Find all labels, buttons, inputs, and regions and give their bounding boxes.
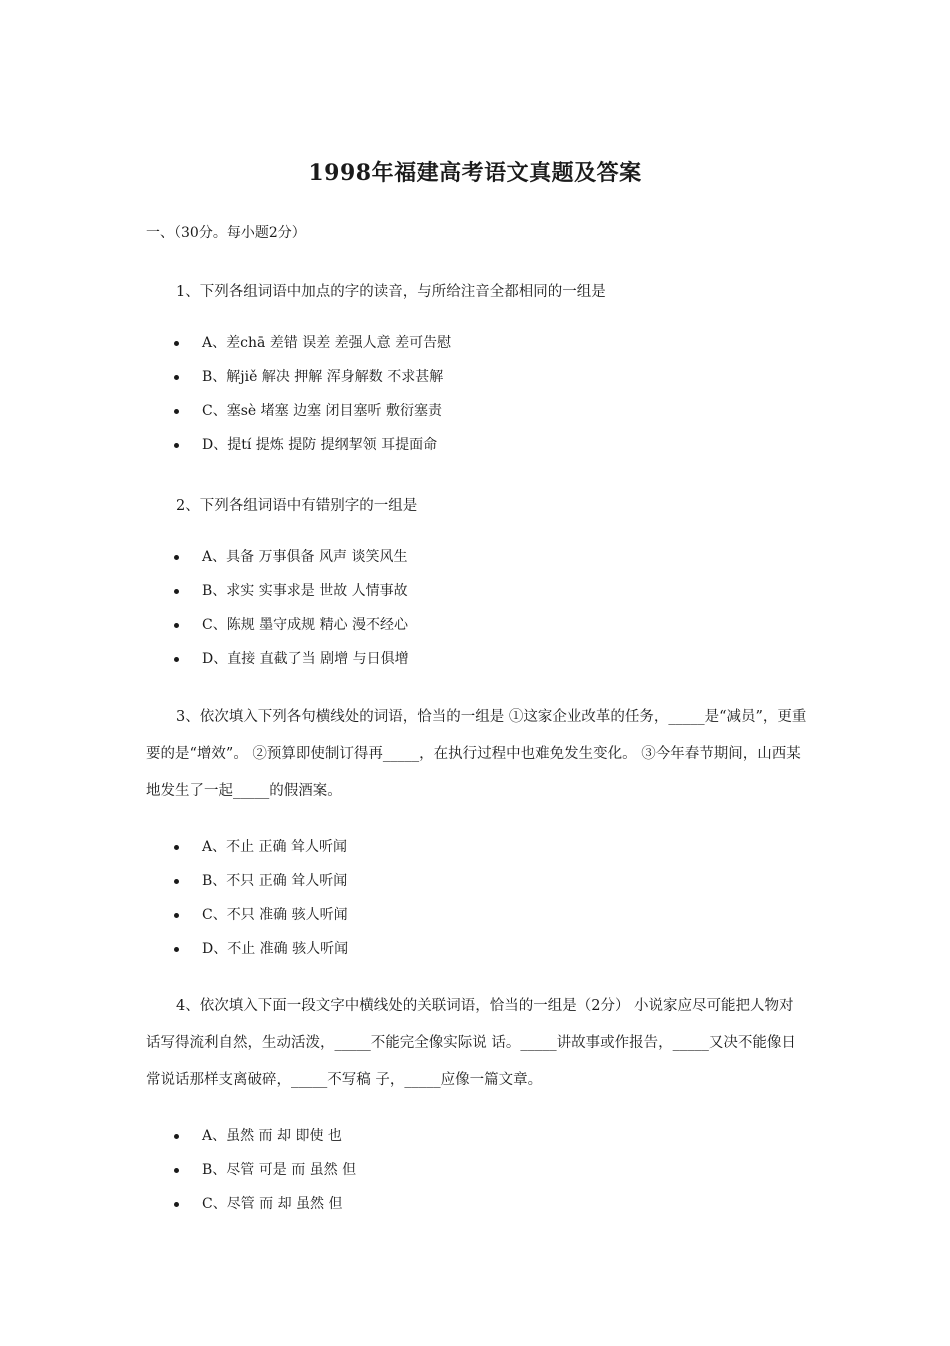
option-text: B、尽管 可是 而 虽然 但 (202, 1162, 357, 1178)
bullet-icon (174, 879, 179, 884)
option-item (172, 360, 451, 394)
option-text: C、陈规 墨守成规 精心 漫不经心 (202, 617, 409, 633)
question-1-stem: 1、下列各组词语中加点的字的读音，与所给注音全都相同的一组是 (176, 284, 606, 300)
bullet-icon (174, 375, 179, 380)
question-1-options (172, 326, 451, 462)
question-3-options (172, 830, 348, 966)
section-heading: 一、（30分。每小题2分） (146, 225, 306, 241)
bullet-icon (174, 845, 179, 850)
question-3-stem: 3、依次填入下列各句横线处的词语，恰当的一组是 ①这家企业改革的任务，_____是“减员”，更重要的是“增效”。 ②预算即使制订得再_____，在执行过程中也难免发生变化。 ③今年春节期间，山西某地发生了一起_____的假酒案。 (146, 709, 807, 799)
option-text: C、塞sè 堵塞 边塞 闭目塞听 敷衍塞责 (202, 403, 442, 419)
option-text: A、具备 万事俱备 风声 谈笑风生 (202, 549, 408, 565)
bullet-icon (174, 947, 179, 952)
option-item (172, 1153, 356, 1187)
option-item (172, 394, 451, 428)
option-text: D、不止 准确 骇人听闻 (202, 941, 349, 957)
option-text: D、提tí 提炼 提防 提纲挈领 耳提面命 (202, 437, 438, 453)
bullet-icon (174, 1202, 179, 1207)
option-text: B、不只 正确 耸人听闻 (202, 873, 348, 889)
bullet-icon (174, 341, 179, 346)
option-text: C、尽管 而 却 虽然 但 (202, 1196, 343, 1212)
option-item (172, 1119, 356, 1153)
question-4-options (172, 1119, 356, 1221)
option-item (172, 830, 348, 864)
option-item (172, 574, 409, 608)
option-item (172, 932, 348, 966)
question-4-stem: 4、依次填入下面一段文字中横线处的关联词语，恰当的一组是（2分） 小说家应尽可能把人物对话写得流利自然，生动活泼，_____不能完全像实际说 话。_____讲故事或作报告，_____又决不能像日常说话那样支离破碎，_____不写稿 子，_____应像一篇文章。 (146, 998, 796, 1088)
option-text: A、虽然 而 却 即使 也 (202, 1128, 342, 1144)
option-text: B、求实 实事求是 世故 人情事故 (202, 583, 408, 599)
option-item (172, 540, 409, 574)
bullet-icon (174, 555, 179, 560)
bullet-icon (174, 1168, 179, 1173)
option-item (172, 428, 451, 462)
bullet-icon (174, 657, 179, 662)
bullet-icon (174, 623, 179, 628)
bullet-icon (174, 409, 179, 414)
bullet-icon (174, 1134, 179, 1139)
option-text: B、解jiě 解决 押解 浑身解数 不求甚解 (202, 369, 444, 385)
document-title: 1998年福建高考语文真题及答案 (308, 160, 642, 186)
option-item (172, 642, 409, 676)
option-text: C、不只 准确 骇人听闻 (202, 907, 348, 923)
option-text: A、不止 正确 耸人听闻 (202, 839, 348, 855)
bullet-icon (174, 913, 179, 918)
option-text: A、差chā 差错 误差 差强人意 差可告慰 (202, 335, 452, 351)
option-text: D、直接 直截了当 剧增 与日俱增 (202, 651, 409, 667)
option-item (172, 326, 451, 360)
question-2-options (172, 540, 409, 676)
option-item (172, 864, 348, 898)
option-item (172, 898, 348, 932)
option-item (172, 1187, 356, 1221)
question-2-stem: 2、下列各组词语中有错别字的一组是 (176, 498, 418, 514)
bullet-icon (174, 443, 179, 448)
bullet-icon (174, 589, 179, 594)
option-item (172, 608, 409, 642)
